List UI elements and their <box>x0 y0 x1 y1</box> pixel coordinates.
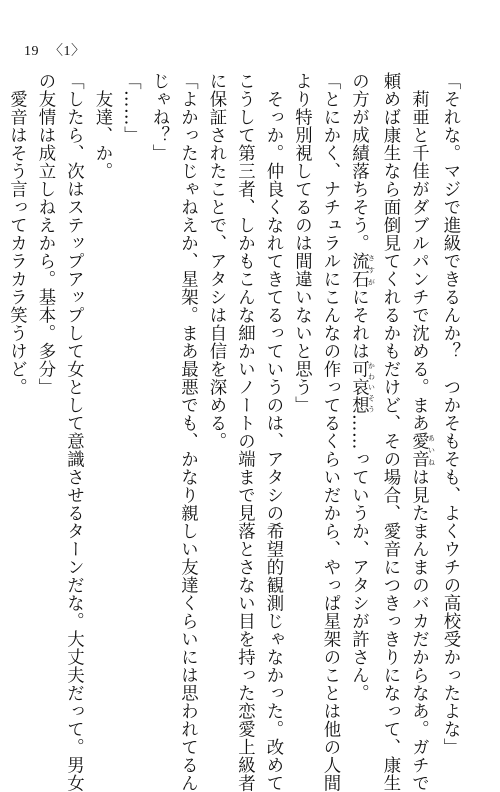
text-line: より特別視してるのは間違いないと思う」 <box>291 72 312 414</box>
text-segment: の方が成績落ちそう。 <box>348 72 369 252</box>
text-segment: にそれは <box>348 288 369 360</box>
text-line: 「……」 <box>120 72 141 144</box>
text-segment: ……っていうか、アタシが許さん。 <box>348 414 369 702</box>
text-line <box>404 72 436 792</box>
ruby-word <box>348 252 376 288</box>
page-number: 19 <box>24 44 39 59</box>
text-segment: は見たまんまのバカだからなあ。ガチで <box>408 468 429 792</box>
ruby-word <box>348 360 376 414</box>
ruby-reading: あいね <box>427 432 436 468</box>
text-line: の友情は成立しねえから。基本。多分」 <box>35 72 55 396</box>
text-body <box>6 72 464 792</box>
text-line: 頼めば康生なら面倒見てくれるかもだけど、その場合、愛音につきっきりになって、康生 <box>380 72 400 792</box>
text-line: 「それな。マジで進級できるんか？ つかそもそも、よくウチの高校受かったよな」 <box>440 72 460 756</box>
text-line <box>344 72 376 702</box>
page-header <box>24 40 86 60</box>
text-line <box>0 72 2 672</box>
text-segment: 莉亜と千佳がダブルパンチで沈める。まあ <box>408 72 429 432</box>
text-line: 愛音はそう言ってカラカラ笑うけど。 <box>6 72 27 396</box>
text-line: 「とにかく、ナチュラルにこんなの作ってるくらいだから、やっぱ星架のことは他の人間 <box>320 72 340 792</box>
ruby-base: 愛音 <box>408 432 429 468</box>
ruby-word <box>408 432 436 468</box>
ruby-reading: かわいそう <box>367 360 376 414</box>
text-line: に保証されたことで、アタシは自信を深める。 <box>206 72 226 450</box>
text-line: 友達、か。 <box>92 72 112 180</box>
ruby-reading: さすが <box>367 252 376 288</box>
chapter-label: 〈1〉 <box>49 44 86 59</box>
text-line: こうして第三者、しかもこんな細かいノートの端まで見落とさない目を持った恋愛上級者 <box>234 72 255 792</box>
text-line: 「よかったじゃねえか、星架。まあ最悪でも、かなり親しい友達くらいには思われてるん <box>177 72 198 792</box>
text-line: 「したら、次はステップアップして女として意識させるターンだな。大丈夫だって。男女 <box>63 72 84 792</box>
text-line: そっか。仲良くなれてきてるっていうのは、アタシの希望的観測じゃなかった。改めて <box>263 72 283 792</box>
ruby-base: 流石 <box>348 252 369 288</box>
text-line: じゃね？」 <box>149 72 169 162</box>
ruby-base: 可哀想 <box>348 360 369 414</box>
